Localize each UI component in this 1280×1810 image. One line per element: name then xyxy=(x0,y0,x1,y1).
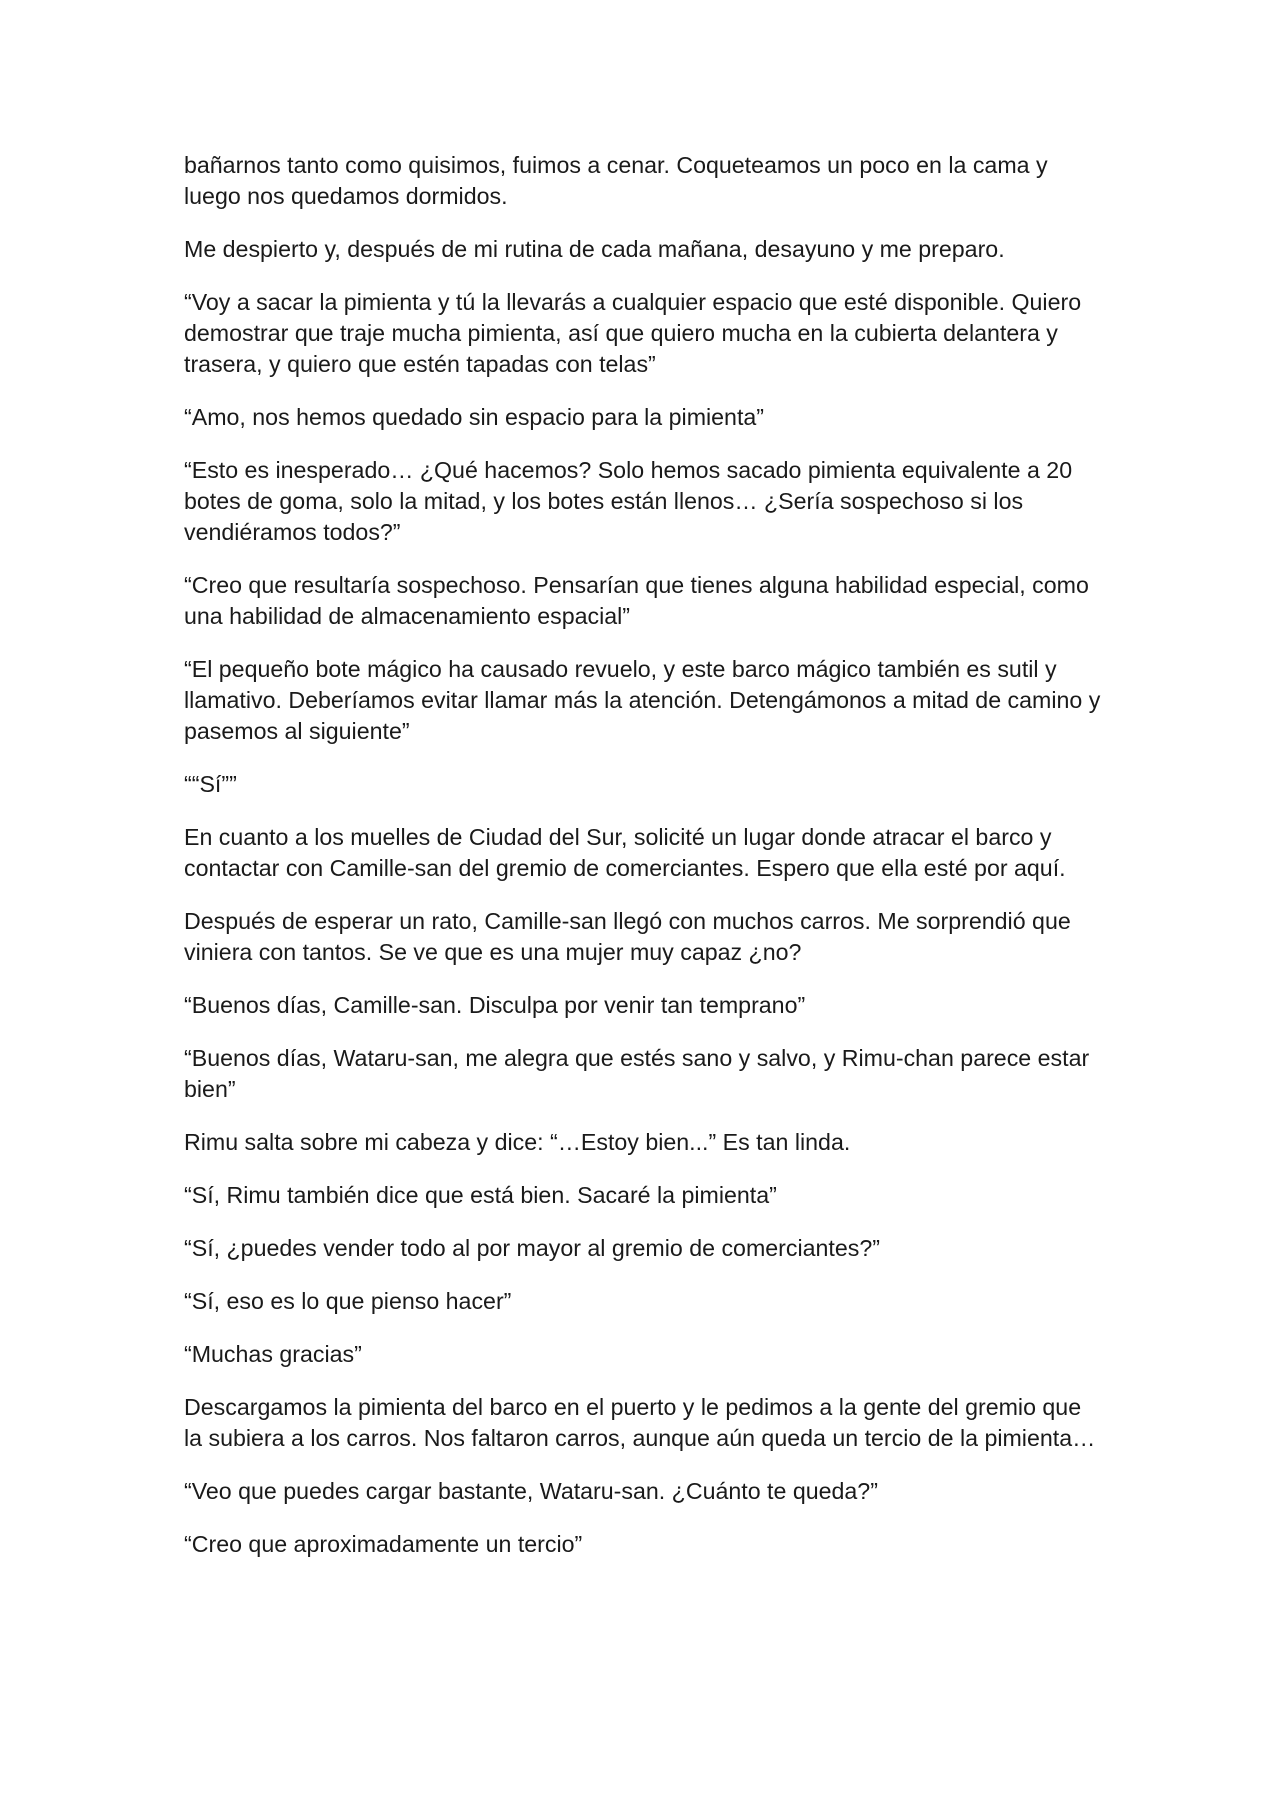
paragraph: Me despierto y, después de mi rutina de cada mañana, desayuno y me preparo. xyxy=(184,236,1005,262)
paragraph: “Creo que resultaría sospechoso. Pensarían que tienes alguna habilidad especial, como una habilidad de almacenamiento espacial” xyxy=(184,572,1089,629)
paragraph: ““Sí”” xyxy=(184,771,237,797)
paragraph: “Muchas gracias” xyxy=(184,1341,362,1367)
paragraph: “El pequeño bote mágico ha causado revuelo, y este barco mágico también es sutil y llamativo. Deberíamos evitar llamar más la atención. Detengámonos a mitad de camino y pasemos al siguiente” xyxy=(184,656,1101,744)
paragraph: Después de esperar un rato, Camille-san llegó con muchos carros. Me sorprendió que viniera con tantos. Se ve que es una mujer muy capaz ¿no? xyxy=(184,908,1071,965)
paragraph: “Esto es inesperado… ¿Qué hacemos? Solo hemos sacado pimienta equivalente a 20 botes de goma, solo la mitad, y los botes están llenos… ¿Sería sospechoso si los vendiéramos todos?” xyxy=(184,457,1073,545)
paragraph: “Sí, ¿puedes vender todo al por mayor al gremio de comerciantes?” xyxy=(184,1235,880,1261)
paragraph: “Sí, Rimu también dice que está bien. Sacaré la pimienta” xyxy=(184,1182,777,1208)
paragraph: “Buenos días, Wataru-san, me alegra que estés sano y salvo, y Rimu-chan parece estar bien” xyxy=(184,1045,1090,1102)
paragraph: En cuanto a los muelles de Ciudad del Sur, solicité un lugar donde atracar el barco y contactar con Camille-san del gremio de comerciantes. Espero que ella esté por aquí. xyxy=(184,824,1066,881)
paragraph: bañarnos tanto como quisimos, fuimos a cenar. Coqueteamos un poco en la cama y luego nos quedamos dormidos. xyxy=(184,152,1048,209)
paragraph: Rimu salta sobre mi cabeza y dice: “…Estoy bien...” Es tan linda. xyxy=(184,1129,851,1155)
paragraph: “Amo, nos hemos quedado sin espacio para la pimienta” xyxy=(184,404,765,430)
paragraph: “Creo que aproximadamente un tercio” xyxy=(184,1531,583,1557)
paragraph: “Voy a sacar la pimienta y tú la llevarás a cualquier espacio que esté disponible. Quiero demostrar que traje mucha pimienta, así que quiero mucha en la cubierta delantera y trasera, y quiero que estén tapadas con telas” xyxy=(184,289,1082,377)
document-body xyxy=(184,150,1104,1582)
paragraph: Descargamos la pimienta del barco en el puerto y le pedimos a la gente del gremio que la subiera a los carros. Nos faltaron carros, aunque aún queda un tercio de la pimienta… xyxy=(184,1394,1096,1451)
paragraph: “Sí, eso es lo que pienso hacer” xyxy=(184,1288,512,1314)
paragraph: “Veo que puedes cargar bastante, Wataru-san. ¿Cuánto te queda?” xyxy=(184,1478,878,1504)
paragraph: “Buenos días, Camille-san. Disculpa por venir tan temprano” xyxy=(184,992,806,1018)
